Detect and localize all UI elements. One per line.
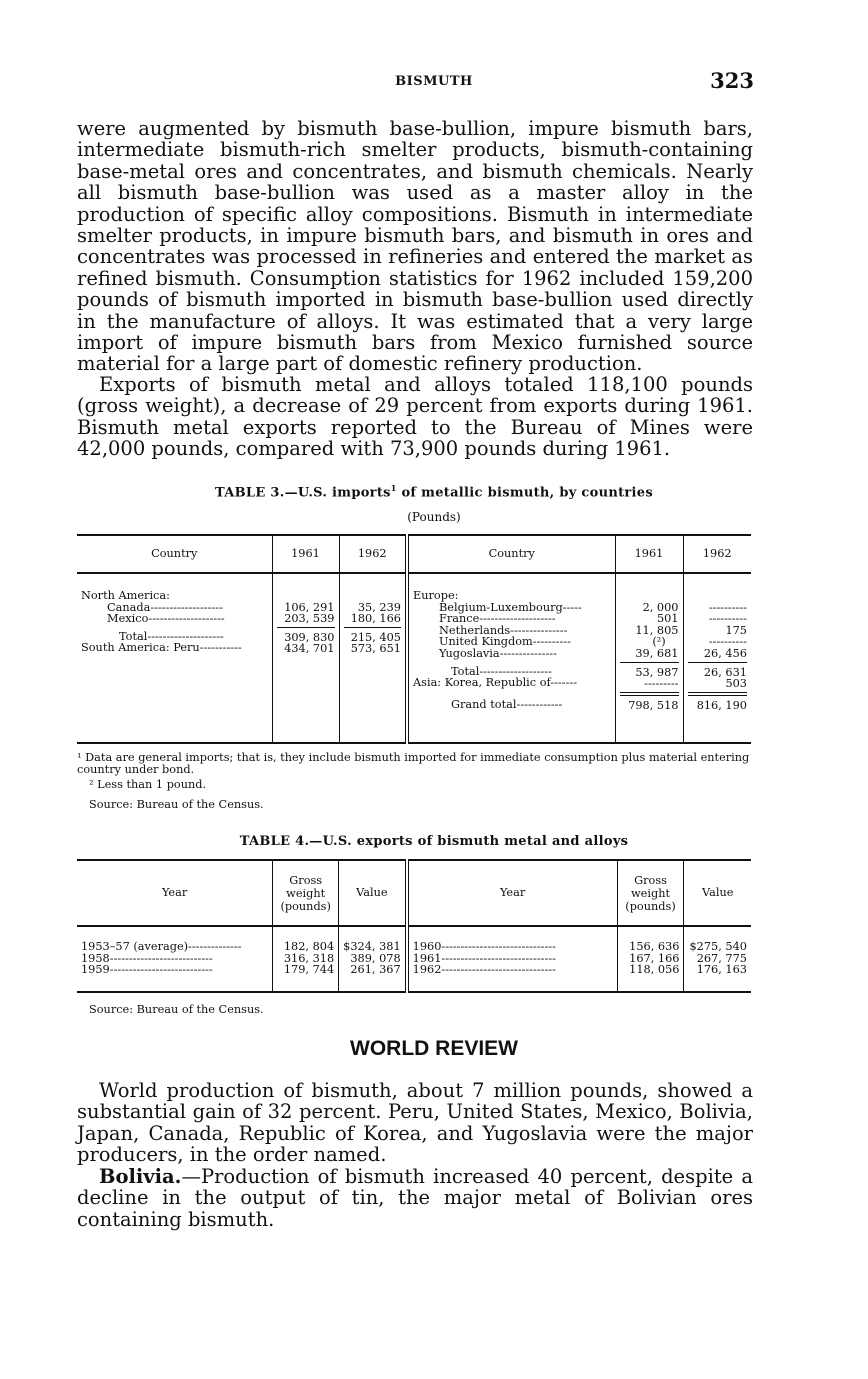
table-cell: 267, 775 — [696, 951, 747, 965]
table-cell: 316, 318 — [283, 951, 335, 965]
table4-header-row — [77, 860, 751, 926]
table3-title-suffix: of metallic bismuth, by countries — [396, 485, 653, 501]
table-row-label: 1959--------------------------- — [81, 963, 213, 977]
table-cell: 180, 166 — [344, 613, 402, 628]
table-cell: 11, 805 — [635, 623, 679, 637]
bolivia-lead: Bolivia. — [99, 1165, 182, 1188]
table3-right-1962 — [683, 573, 751, 743]
table-cell: ---------- — [708, 612, 747, 626]
running-title: BISMUTH — [395, 74, 473, 89]
table3-units: (Pounds) — [407, 510, 461, 524]
table3-header-1961-right: 1961 — [615, 535, 683, 573]
table-cell: 389, 078 — [350, 951, 401, 965]
table-row-label: 1953–57 (average)-------------- — [81, 940, 242, 953]
table-cell: 39, 681 — [620, 648, 679, 663]
table-row-label: Mexico-------------------- — [107, 612, 225, 626]
table-cell: 2, 000 — [642, 600, 679, 614]
table4-right-values — [684, 926, 751, 992]
table-cell: 501 — [656, 612, 679, 626]
body-paragraph-2: Exports of bismuth metal and alloys totaled 118,100 pounds (gross weight), a decrease of 29 percent from exports during 1961. Bismuth metal exports reported to the Bureau of Mines were 42,000 pounds, compared with 73,900 pounds during 1961. — [77, 373, 753, 461]
table4-header-value: Value — [339, 860, 407, 926]
table3-footnote-2: ² Less than 1 pound. — [89, 778, 207, 791]
page-number: 323 — [710, 68, 754, 93]
table-cell: 167, 166 — [629, 951, 680, 965]
table3-source: Source: Bureau of the Census. — [89, 798, 264, 811]
table-row-label: Netherlands--------------- — [439, 623, 568, 637]
table-cell: 156, 636 — [629, 940, 680, 953]
table3-right-1961 — [615, 573, 683, 743]
table-cell: 118, 056 — [629, 963, 680, 977]
table3-header-country: Country — [77, 535, 272, 573]
table-row-label: France-------------------- — [439, 612, 556, 626]
table-row-label: United Kingdom---------- — [439, 635, 571, 649]
table-row-label: Yugoslavia--------------- — [439, 646, 557, 660]
table4-header-weight-right: Gross weight (pounds) — [617, 860, 684, 926]
table-row-label: Grand total------------ — [451, 697, 563, 711]
table-row-label: 1962------------------------------ — [412, 963, 556, 977]
body-paragraph-1: were augmented by bismuth base-bullion, impure bismuth bars, intermediate bismuth-rich smelter products, bismuth-containing base-metal ores and concentrates, and bismuth chemicals. Nearly all bismuth base-bullion was used as a master alloy in the production of specific alloy compositions. Bismuth in intermediate smelter products, in impure bismuth bars, and bismuth in ores and concentrates was processed in refineries and entered the market as refined bismuth. Consumption statistics for 1962 included 159,200 pounds of bismuth imported in bismuth base-bullion used directly in the manufacture of alloys. It was estimated that a very large import of impure bismuth bars from Mexico furnished source material for a large part of domestic refinery production. — [77, 117, 753, 376]
table3-header-row — [77, 535, 751, 573]
table-cell: 215, 405 — [350, 630, 401, 644]
table-cell: 53, 987 — [635, 665, 679, 679]
table-row-label: North America: — [81, 589, 170, 602]
table-cell: --------- — [620, 678, 679, 696]
table4-right-years — [407, 926, 617, 992]
table3-header-1961: 1961 — [272, 535, 339, 573]
table-cell: 798, 518 — [628, 698, 679, 712]
table-row-label: Canada------------------- — [107, 600, 223, 614]
table-cell: 816, 190 — [696, 698, 747, 712]
table-cell: 26, 456 — [688, 648, 748, 663]
table-cell: ---------- — [708, 600, 747, 614]
table-cell: $275, 540 — [689, 940, 747, 953]
table-cell: 182, 804 — [283, 940, 335, 953]
table3 — [77, 534, 751, 744]
table4-header-year: Year — [77, 860, 273, 926]
table-row-label: 1958--------------------------- — [81, 951, 213, 965]
table3-title-prefix: TABLE 3.—U.S. imports — [215, 485, 391, 501]
table3-right-labels — [407, 573, 615, 743]
table-row-label: Europe: — [413, 589, 459, 602]
table4-source: Source: Bureau of the Census. — [89, 1003, 264, 1016]
table4-left-values — [339, 926, 407, 992]
table-row-label: Asia: Korea, Republic of------- — [413, 676, 578, 690]
table4-left-years — [77, 926, 273, 992]
table-cell: 503 — [688, 678, 748, 696]
table-cell: 309, 830 — [284, 630, 335, 644]
table-row-label: 1961------------------------------ — [412, 951, 556, 965]
table-cell: 179, 744 — [283, 963, 335, 977]
table3-footnote-1: ¹ Data are general imports; that is, they include bismuth imported for immediate consumption plus material entering country under bond. — [77, 751, 750, 776]
table3-left-labels — [77, 573, 272, 743]
table-row-label: Total-------------------- — [119, 629, 224, 643]
table4-title: TABLE 4.—U.S. exports of bismuth metal and alloys — [239, 834, 629, 849]
table-cell: 203, 539 — [277, 613, 335, 628]
table3-body-row — [77, 573, 751, 743]
table-cell: 106, 291 — [284, 600, 335, 614]
bolivia-paragraph — [77, 1166, 753, 1230]
table-cell: 175 — [725, 623, 747, 637]
table-cell: 261, 367 — [350, 963, 401, 977]
table-row-label: Total------------------- — [451, 664, 552, 678]
table-cell: 176, 163 — [696, 963, 747, 977]
table-cell: 35, 239 — [357, 600, 401, 614]
table3-header-1962-right: 1962 — [702, 547, 732, 561]
table3-header-country-right: Country — [407, 535, 615, 573]
table4-body-row — [77, 926, 751, 992]
table4-header-value-right: Value — [702, 886, 734, 900]
table-row-label: South America: Peru----------- — [81, 641, 242, 655]
bolivia-text: —Production of bismuth increased 40 percent, despite a decline in the output of tin, the major metal of Bolivian ores containing bismuth. — [77, 1165, 753, 1231]
table3-left-1961 — [272, 573, 339, 743]
world-review-paragraph: World production of bismuth, about 7 million pounds, showed a substantial gain of 32 percent. Peru, United States, Mexico, Bolivia, Japan, Canada, Republic of Korea, and Yugoslavia were the major producers, in the order named. — [77, 1079, 753, 1167]
table3-title-footnote-mark: 1 — [390, 483, 397, 493]
table4-header-year-right: Year — [407, 860, 617, 926]
table-cell: 26, 631 — [703, 665, 747, 679]
table-row-label: 1960------------------------------ — [412, 940, 556, 953]
table4-header-weight: Gross weight (pounds) — [273, 860, 339, 926]
table-cell: ---------- — [708, 635, 747, 649]
table-cell: (²) — [652, 635, 666, 649]
table-row-label: Belgium-Luxembourg----- — [439, 600, 582, 614]
table-cell: 573, 651 — [350, 642, 401, 656]
table3-left-1962 — [339, 573, 407, 743]
table3-title — [0, 483, 868, 500]
table3-header-1962: 1962 — [339, 535, 407, 573]
table4-right-weights — [617, 926, 684, 992]
table-cell: $324, 381 — [343, 940, 401, 953]
table-cell: 434, 701 — [284, 642, 335, 656]
table4 — [77, 859, 751, 993]
table4-left-weights — [273, 926, 339, 992]
section-heading: WORLD REVIEW — [350, 1037, 518, 1060]
